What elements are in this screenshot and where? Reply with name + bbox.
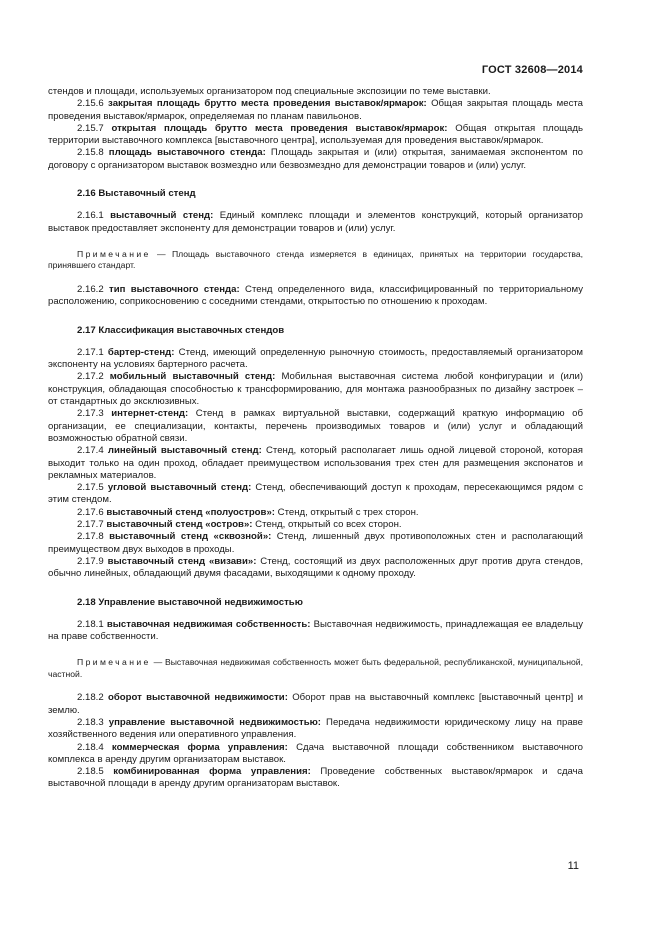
- note: [48, 657, 583, 680]
- definition: Стенд, открытый с трех сторон.: [277, 506, 419, 518]
- clause-number: 2.17.6: [77, 506, 107, 518]
- term: интернет-стенд:: [111, 408, 189, 420]
- term: коммерческая форма управления:: [111, 741, 288, 753]
- definition: Общая открытая площадь территории выставочного комплекса [выставочного центра], используемая для проведения выставок/ярмарок.: [48, 122, 583, 147]
- section-heading: 2.16 Выставочный стенд: [77, 188, 196, 200]
- term: выставочная недвижимая собственность:: [106, 618, 311, 630]
- clause-number: 2.18.5: [77, 766, 114, 778]
- definition: Оборот прав на выставочный комплекс [выставочный центр] и землю.: [48, 692, 583, 716]
- clause-number: 2.18.1: [77, 618, 107, 630]
- paragraph: [48, 371, 583, 408]
- term: линейный выставочный стенд:: [107, 445, 262, 457]
- definition: Проведение собственных выставок/ярмарок и сдача выставочной площади в аренду другим организаторам выставок.: [48, 766, 583, 790]
- clause-number: 2.17.2: [77, 371, 110, 383]
- term: выставочный стенд «остров»:: [106, 519, 253, 531]
- section-heading: 2.17 Классификация выставочных стендов: [77, 324, 285, 336]
- note-text: — Площадь выставочного стенда измеряется в единицах, принятых на территории государства, принявшего стандарт.: [48, 248, 583, 271]
- definition: Выставочная недвижимость, принадлежащая ее владельцу на праве собственности.: [48, 618, 584, 643]
- note-label: Примечание: [77, 657, 151, 668]
- paragraph: [48, 766, 583, 791]
- paragraph: [48, 123, 583, 148]
- term: выставочный стенд «сквозной»:: [109, 531, 272, 543]
- definition: Общая закрытая площадь места проведения выставок/ярмарок, определяемая по планам павильонов.: [48, 98, 583, 122]
- definition: Стенд, обеспечивающий доступ к проходам, пересекающимся рядом с этим стендом.: [48, 482, 583, 506]
- page-number: 11: [567, 860, 579, 872]
- definition: Стенд в рамках виртуальной выставки, содержащий краткую информацию об организации, ее специализации, контакты, перечень производимых товаров и (или) услуг и обладающий возможностью обратной связи.: [48, 408, 583, 444]
- paragraph: [48, 531, 583, 556]
- definition: стендов и площади, используемых организатором под специальные экспозиции по теме выставки.: [48, 86, 491, 97]
- definition: Стенд, который располагает лишь одной лицевой стороной, которая выходит только на один проход, обладает преимуществом использования трех стен для размещения экспонатов и рекламных материалов.: [48, 445, 584, 481]
- clause-number: 2.15.6: [77, 98, 109, 110]
- paragraph: [48, 507, 583, 519]
- term: угловой выставочный стенд:: [107, 482, 252, 494]
- standard-id: ГОСТ 32608—2014: [481, 64, 583, 76]
- paragraph: [48, 86, 583, 98]
- paragraph: [48, 445, 583, 482]
- document-header: [482, 64, 583, 76]
- note-label: Примечание: [77, 248, 151, 259]
- document-body: [48, 86, 583, 791]
- paragraph: [48, 210, 583, 235]
- term: выставочный стенд «визави»:: [107, 555, 257, 567]
- definition: Сдача выставочной площади собственником выставочного комплекса в аренду другим организаторам выставок.: [48, 741, 584, 765]
- clause-number: 2.18.4: [77, 741, 112, 753]
- definition: Стенд определенного вида, классифицированный по территориальному расположению, соприкосновению с соседними стендами, открытостью по отношению к проходам.: [48, 283, 583, 308]
- note: [48, 249, 583, 272]
- paragraph: [48, 519, 583, 531]
- term: управление выставочной недвижимостью:: [108, 716, 321, 728]
- term: площадь выставочного стенда:: [108, 147, 266, 159]
- clause-number: 2.15.7: [77, 122, 112, 134]
- term: бартер-стенд:: [107, 346, 175, 358]
- clause-number: 2.15.8: [77, 147, 109, 159]
- clause-number: 2.17.1: [77, 346, 108, 358]
- definition: Площадь закрытая и (или) открытая, занимаемая экспонентом по договору с организатором выставок возмездно или безвозмездно для демонстрации товаров и (или) услуг.: [48, 147, 583, 171]
- term: закрытая площадь брутто места проведения выставок/ярмарок:: [108, 98, 427, 110]
- paragraph: [48, 619, 583, 644]
- term: тип выставочного стенда:: [109, 283, 240, 295]
- paragraph: [48, 692, 583, 717]
- term: выставочный стенд «полуостров»:: [106, 506, 275, 518]
- paragraph: [48, 742, 583, 767]
- paragraph: [48, 347, 583, 372]
- clause-number: 2.18.3: [77, 716, 109, 728]
- paragraph: [48, 98, 583, 123]
- term: мобильный выставочный стенд:: [109, 371, 276, 383]
- paragraph: [48, 284, 583, 309]
- paragraph: [48, 408, 583, 445]
- definition: Стенд, имеющий определенную рыночную стоимость, предоставляемый организатором экспоненту на условиях бартерного расчета.: [48, 346, 583, 371]
- definition: Мобильная выставочная система любой конфигурации и (или) конструкция, обладающая способностью к трансформированию, для монтажа разнообразных по дизайну застроек – от стандартных до эксклюзивных.: [48, 371, 584, 408]
- clause-number: 2.17.8: [77, 531, 110, 543]
- clause-number: 2.17.5: [77, 482, 108, 494]
- paragraph: [48, 147, 583, 172]
- clause-number: 2.17.3: [77, 408, 112, 420]
- definition: Передача недвижимости юридическому лицу на праве хозяйственного ведения или оперативного управления.: [48, 716, 583, 741]
- definition: Стенд, состоящий из двух расположенных друг против друга стендов, обычно линейных, обладающий двумя фасадами, выходящими к одному проходу.: [48, 555, 583, 580]
- paragraph: [48, 717, 583, 742]
- clause-number: 2.17.7: [77, 519, 107, 531]
- term: комбинированная форма управления:: [113, 766, 311, 778]
- clause-number: 2.17.9: [77, 555, 108, 567]
- term: открытая площадь брутто места проведения выставок/ярмарок:: [111, 122, 448, 134]
- term: оборот выставочной недвижимости:: [107, 692, 288, 704]
- term: выставочный стенд:: [110, 210, 214, 222]
- clause-number: 2.17.4: [77, 445, 108, 457]
- paragraph: [48, 556, 583, 581]
- clause-number: 2.16.1: [77, 210, 111, 222]
- definition: Стенд, лишенный двух противоположных стен и располагающий преимуществом двух выходов в проходы.: [48, 531, 583, 555]
- note-text: — Выставочная недвижимая собственность может быть федеральной, республиканской, муниципальной, частной.: [48, 657, 583, 679]
- definition: Единый комплекс площади и элементов конструкций, который организатор выставок предоставляет экспоненту для демонстрации товаров и (или) услуг.: [48, 210, 583, 234]
- paragraph: [48, 482, 583, 507]
- clause-number: 2.16.2: [77, 283, 110, 295]
- section-heading: 2.18 Управление выставочной недвижимостью: [77, 596, 303, 608]
- clause-number: 2.18.2: [77, 692, 108, 704]
- definition: Стенд, открытый со всех сторон.: [255, 519, 402, 531]
